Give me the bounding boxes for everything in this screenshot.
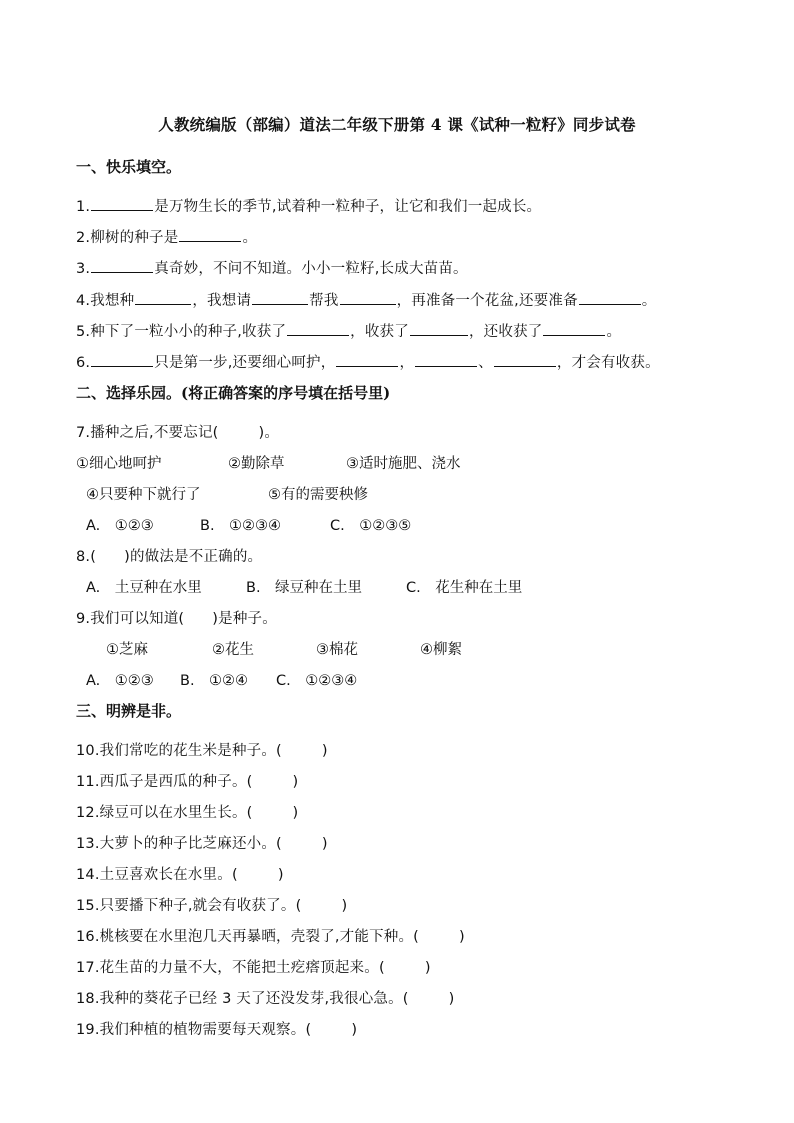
question-18 [76, 987, 455, 1008]
question-text: ， [399, 355, 415, 371]
question-13 [76, 832, 328, 853]
question-3 [76, 257, 468, 278]
question-text: 8.( [76, 549, 97, 565]
question-text: 19.我们种植的植物需要每天观察。( [76, 1022, 312, 1038]
question-2 [76, 226, 257, 247]
answer-blank[interactable] [336, 351, 398, 367]
choice-item: ①细心地呵护 [76, 456, 162, 472]
option-a[interactable]: A. 土豆种在水里 [86, 580, 202, 596]
question-5 [76, 320, 621, 341]
option-b[interactable]: B. ①②④ [180, 673, 249, 689]
answer-blank[interactable] [340, 289, 396, 305]
question-16 [76, 925, 465, 946]
question-text: ，再准备一个花盆,还要准备 [396, 293, 578, 309]
question-number: 3. [76, 261, 91, 277]
question-17 [76, 956, 431, 977]
question-text: 6. [76, 355, 91, 371]
question-14 [76, 863, 284, 884]
option-c[interactable]: C. ①②③④ [276, 673, 358, 689]
question-1 [76, 195, 541, 216]
question-4 [76, 289, 656, 310]
question-text: 只是第一步,还要细心呵护， [154, 355, 336, 371]
choice-item: ④柳絮 [420, 642, 462, 658]
question-text: 12.绿豆可以在水里生长。( [76, 805, 253, 821]
question-7 [76, 421, 279, 442]
question-text: ) [321, 836, 328, 852]
option-c[interactable]: C. ①②③⑤ [330, 518, 412, 534]
question-text: ) [292, 805, 299, 821]
section-heading-multiple-choice: 二、选择乐园。(将正确答案的序号填在括号里) [76, 384, 391, 402]
answer-blank[interactable] [91, 351, 153, 367]
question-text: 。 [242, 230, 258, 246]
option-b[interactable]: B. ①②③④ [200, 518, 282, 534]
question-text: 。 [606, 324, 622, 340]
section-heading-fill-in: 一、快乐填空。 [76, 158, 182, 176]
question-12 [76, 801, 298, 822]
section-heading-true-false: 三、明辨是非。 [76, 702, 182, 720]
question-text: 。 [641, 293, 657, 309]
question-text: 7.播种之后,不要忘记( [76, 425, 219, 441]
question-text: 4.我想种 [76, 293, 135, 309]
choice-item: ③棉花 [316, 642, 358, 658]
answer-blank[interactable] [179, 226, 241, 242]
answer-blank[interactable] [91, 257, 153, 273]
question-text: 、 [478, 355, 493, 371]
choice-item: ④只要种下就行了 [86, 487, 201, 503]
choice-item: ②花生 [212, 642, 254, 658]
question-text: ) [341, 898, 348, 914]
answer-blank[interactable] [410, 320, 468, 336]
page-title: 人教统编版（部编）道法二年级下册第 4 课《试种一粒籽》同步试卷 [158, 115, 636, 134]
question-text: 11.西瓜子是西瓜的种子。( [76, 774, 253, 790]
question-text: 14.土豆喜欢长在水里。( [76, 867, 238, 883]
answer-blank[interactable] [252, 289, 308, 305]
question-text: ) [424, 960, 431, 976]
question-text: 18.我种的葵花子已经 3 天了还没发芽,我很心急。( [76, 991, 409, 1007]
answer-blank[interactable] [287, 320, 349, 336]
answer-blank[interactable] [579, 289, 641, 305]
question-text: 真奇妙，不问不知道。小小一粒籽,长成大苗苗。 [154, 261, 468, 277]
answer-blank[interactable] [91, 195, 153, 211]
question-text: 是万物生长的季节,试着种一粒种子，让它和我们一起成长。 [154, 199, 542, 215]
option-b[interactable]: B. 绿豆种在土里 [246, 580, 363, 596]
question-text: 2.柳树的种子是 [76, 230, 179, 246]
answer-blank[interactable] [494, 351, 556, 367]
question-text: 10.我们常吃的花生米是种子。( [76, 743, 282, 759]
question-text: ) [448, 991, 455, 1007]
question-text: 13.大萝卜的种子比芝麻还小。( [76, 836, 282, 852]
question-text: ，我想请 [192, 293, 252, 309]
question-text: ) [277, 867, 284, 883]
answer-blank[interactable] [135, 289, 191, 305]
question-text: ，还收获了 [468, 324, 543, 340]
question-number: 1. [76, 199, 91, 215]
question-text: ，收获了 [350, 324, 409, 340]
question-text: 16.桃核要在水里泡几天再暴晒，壳裂了,才能下种。( [76, 929, 420, 945]
question-text: ) [459, 929, 465, 945]
question-text: 17.花生苗的力量不大，不能把土疙瘩顶起来。( [76, 960, 385, 976]
question-text: )。 [258, 425, 280, 441]
question-11 [76, 770, 298, 791]
question-8 [76, 545, 262, 566]
choice-item: ⑤有的需要秧修 [268, 487, 368, 503]
question-text: 帮我 [309, 293, 339, 309]
choice-item: ③适时施肥、浇水 [346, 456, 461, 472]
question-text: )的做法是不正确的。 [124, 549, 263, 565]
option-a[interactable]: A. ①②③ [86, 673, 154, 689]
option-c[interactable]: C. 花生种在土里 [406, 580, 523, 596]
question-text: 5.种下了一粒小小的种子,收获了 [76, 324, 287, 340]
answer-blank[interactable] [415, 351, 477, 367]
choice-item: ②勤除草 [228, 456, 285, 472]
choice-item: ①芝麻 [106, 642, 148, 658]
question-text: ) [321, 743, 328, 759]
question-9 [76, 607, 277, 628]
question-19 [76, 1018, 357, 1039]
question-text: ) [292, 774, 299, 790]
question-text: 15.只要播下种子,就会有收获了。( [76, 898, 302, 914]
option-a[interactable]: A. ①②③ [86, 518, 154, 534]
question-10 [76, 739, 328, 760]
answer-blank[interactable] [543, 320, 605, 336]
question-15 [76, 894, 347, 915]
question-text: ，才会有收获。 [556, 355, 660, 371]
question-text: )是种子。 [212, 611, 277, 627]
question-text: ) [351, 1022, 358, 1038]
question-text: 9.我们可以知道( [76, 611, 185, 627]
question-6 [76, 351, 660, 372]
